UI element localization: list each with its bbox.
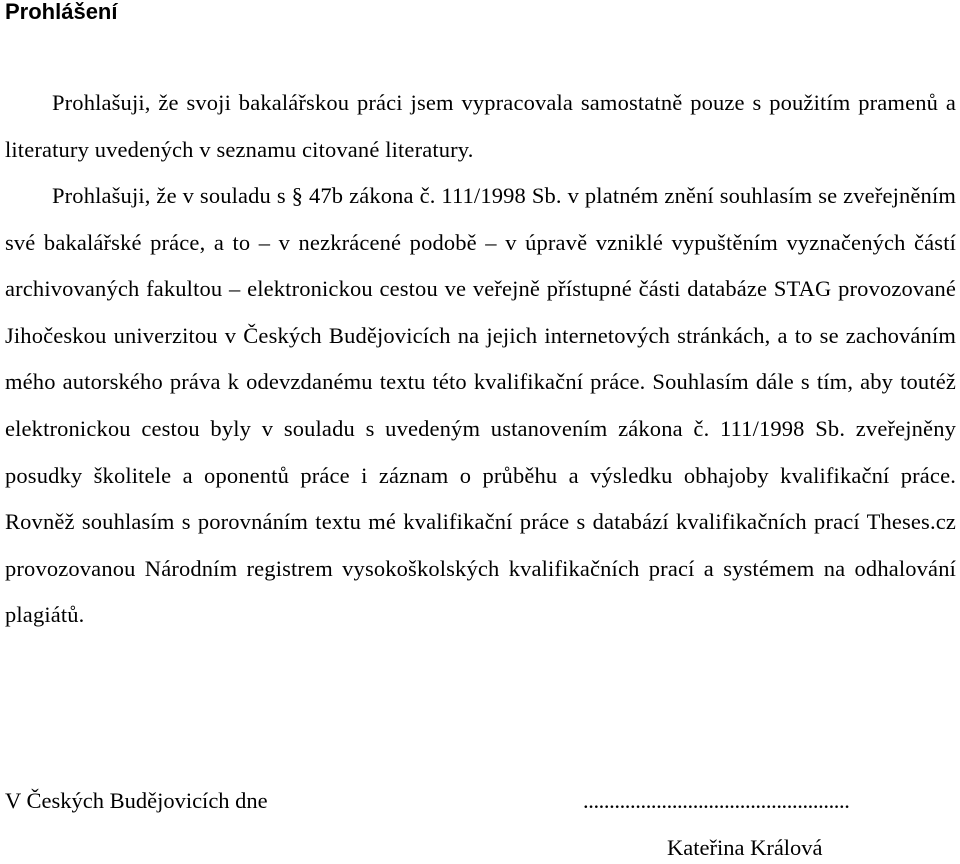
page-title: Prohlášení [5,0,118,24]
author-name: Kateřina Králová [667,835,823,860]
place-date-line: V Českých Budějovicích dne [5,788,268,813]
declaration-paragraph-authorship: Prohlašuji, že svoji bakalářskou práci jsem vypracovala samostatně pouze s použitím pramenů a literatury uvedených v seznamu citované literatury. [5,90,956,162]
signature-line: ................................................... [583,788,850,813]
declaration-paragraph-publication-consent: Prohlašuji, že v souladu s § 47b zákona č. 111/1998 Sb. v platném znění souhlasím se zveřejněním své bakalářské práce, a to – v nezkrácené podobě – v úpravě vzniklé vypuštěním vyznačených částí archivovaných fakultou – elektronickou cestou ve veřejně přístupné části databáze STAG provozované Jihočeskou univerzitou v Českých Budějovicích na jejich internetových stránkách, a to se zachováním mého autorského práva k odevzdanému textu této kvalifikační práce. Souhlasím dále s tím, aby toutéž elektronickou cestou byly v souladu s uvedeným ustanovením zákona č. 111/1998 Sb. zveřejněny posudky školitele a oponentů práce i záznam o průběhu a výsledku obhajoby kvalifikační práce. Rovněž souhlasím s porovnáním textu mé kvalifikační práce s databází kvalifikačních prací Theses.cz provozovanou Národním registrem vysokoškolských kvalifikačních prací a systémem na odhalování plagiátů. [5,183,956,628]
